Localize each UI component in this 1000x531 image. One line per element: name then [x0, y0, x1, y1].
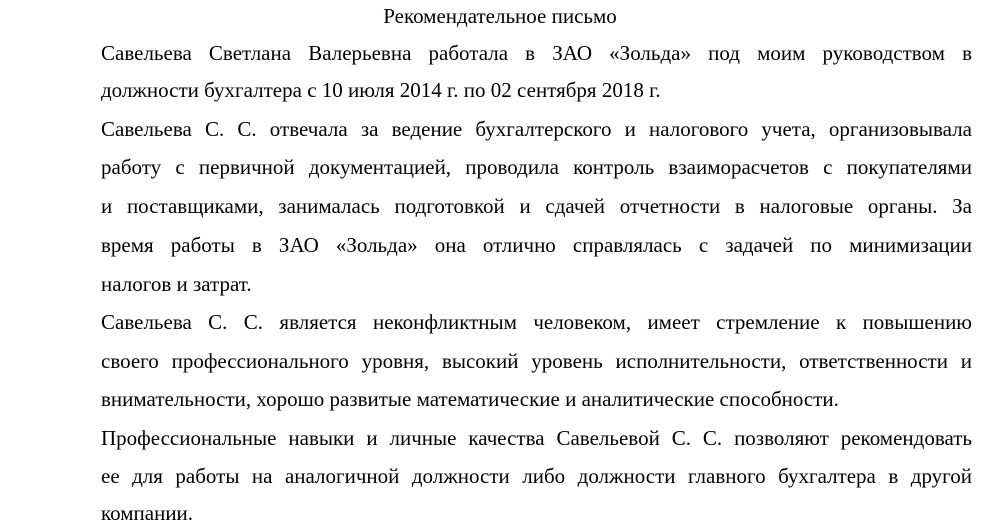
- text-line: работу с первичной документацией, проводила контроль взаиморасчетов с покупателями: [101, 155, 972, 179]
- text-line: должности бухгалтера с 10 июля 2014 г. по 02 сентября 2018 г.: [101, 78, 661, 102]
- text-line: внимательности, хорошо развитые математические и аналитические способности.: [101, 387, 839, 411]
- text-line: своего профессионального уровня, высокий уровень исполнительности, ответственности и: [101, 349, 972, 373]
- document-title: Рекомендательное письмо: [383, 4, 617, 28]
- text-line: налогов и затрат.: [101, 272, 252, 296]
- text-line: компании.: [101, 501, 194, 525]
- text-line: Савельева С. С. является неконфликтным человеком, имеет стремление к повышению: [101, 310, 972, 334]
- text-line: и поставщиками, занималась подготовкой и сдачей отчетности в налоговые органы. За: [101, 194, 972, 218]
- text-line: ее для работы на аналогичной должности либо должности главного бухгалтера в другой: [101, 464, 972, 488]
- text-line: Савельева С. С. отвечала за ведение бухгалтерского и налогового учета, организовывала: [101, 117, 972, 141]
- text-line: Савельева Светлана Валерьевна работала в ЗАО «Зольда» под моим руководством в: [101, 41, 972, 65]
- text-line: время работы в ЗАО «Зольда» она отлично справлялась с задачей по минимизации: [101, 233, 972, 257]
- text-line: Профессиональные навыки и личные качества Савельевой С. С. позволяют рекомендовать: [101, 426, 972, 450]
